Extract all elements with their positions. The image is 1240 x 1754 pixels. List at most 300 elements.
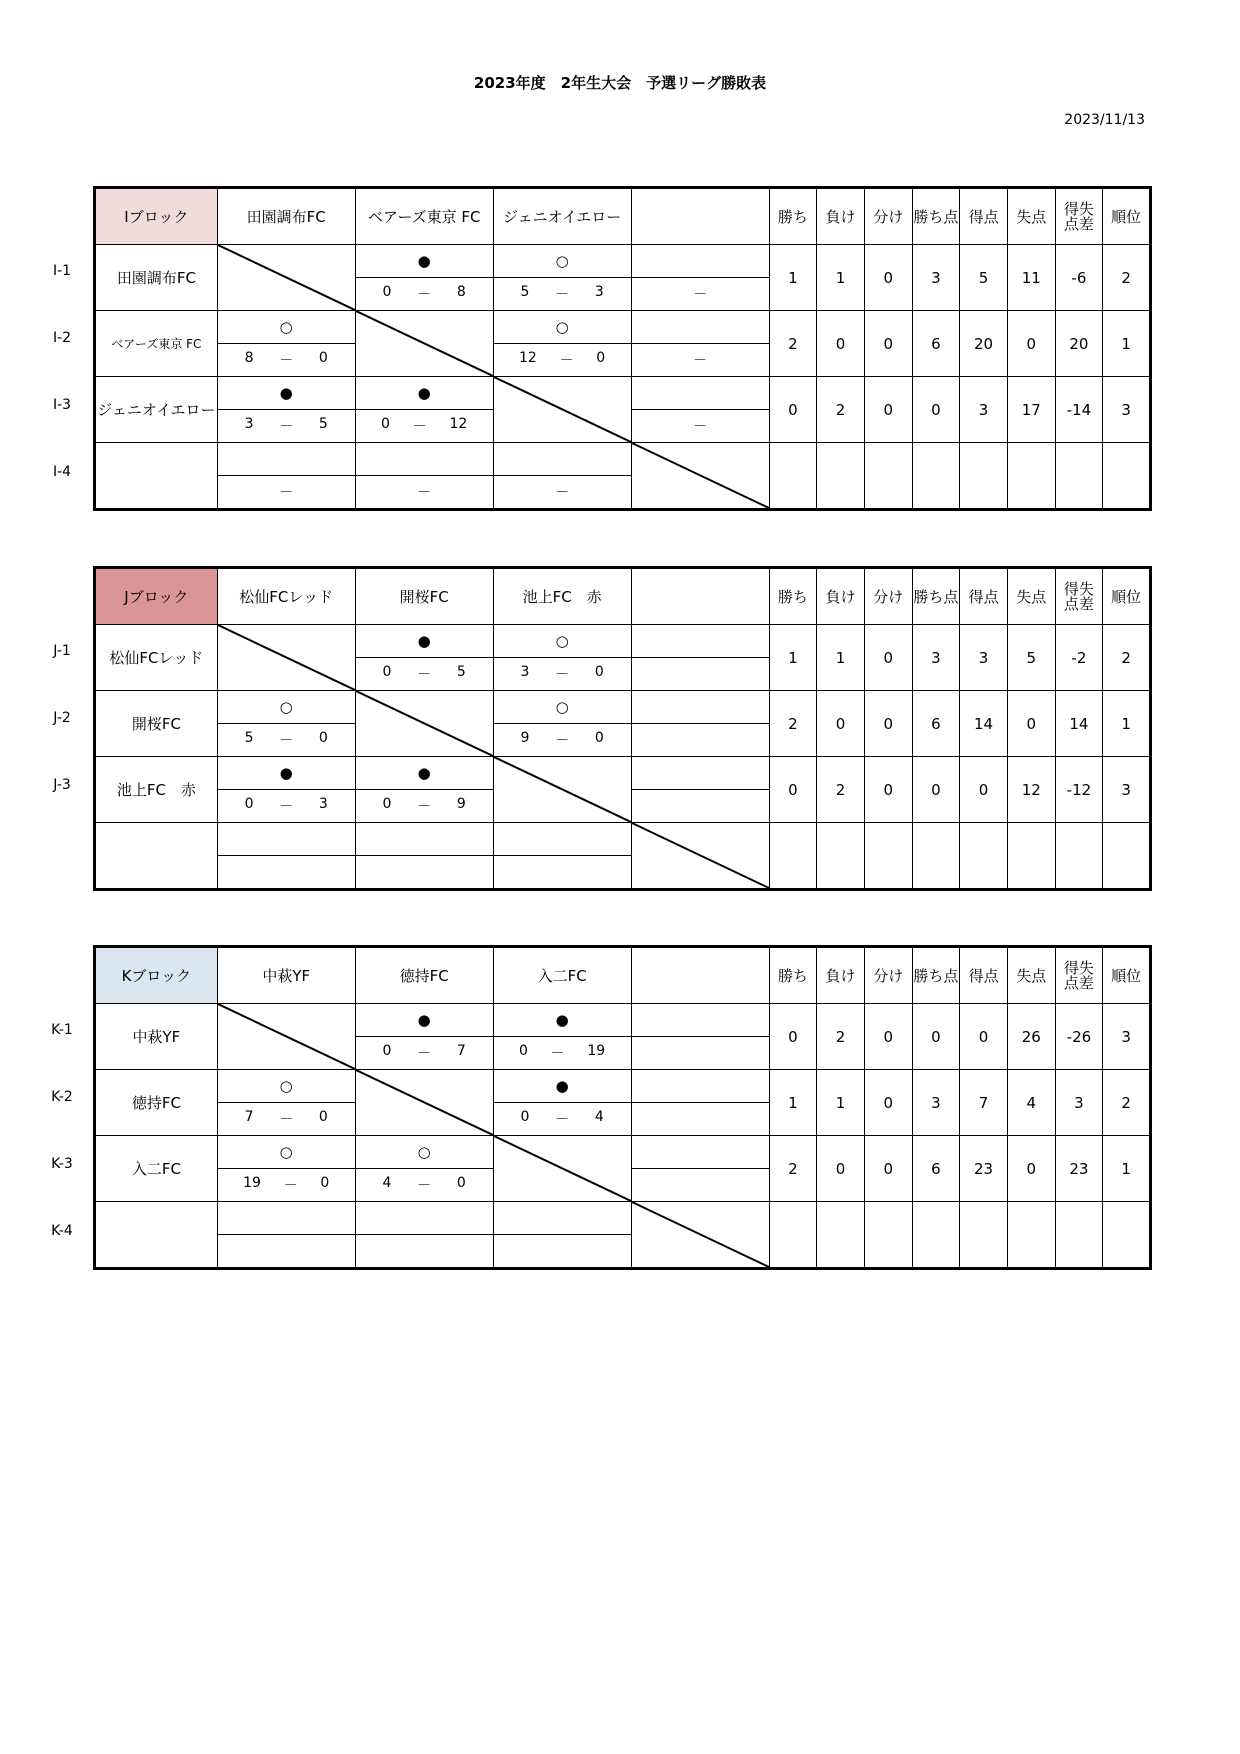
stat-win: 2 — [769, 691, 817, 757]
score-cell — [355, 1169, 493, 1202]
stat-header-draw: 分け — [864, 947, 912, 1004]
score-dash: － — [279, 799, 294, 815]
stat-ga — [1007, 823, 1055, 890]
result-symbol — [631, 1004, 769, 1037]
score-cell — [217, 1235, 355, 1269]
stat-header-draw: 分け — [864, 188, 912, 245]
score-cell — [493, 278, 631, 311]
stat-gd: 3 — [1055, 1070, 1103, 1136]
stat-gf: 23 — [960, 1136, 1008, 1202]
stat-rank: 2 — [1103, 245, 1151, 311]
stat-rank: 3 — [1103, 377, 1151, 443]
result-symbol: ● — [217, 377, 355, 410]
stat-draw: 0 — [864, 1004, 912, 1070]
score-against: 0 — [318, 350, 328, 366]
block-name-header: Kブロック — [95, 947, 218, 1004]
stat-points: 3 — [912, 625, 960, 691]
result-symbol — [493, 443, 631, 476]
column-team-header — [631, 947, 769, 1004]
row-team-name — [95, 1202, 218, 1269]
stat-win: 1 — [769, 625, 817, 691]
diagonal-line — [356, 1070, 493, 1135]
result-symbol — [493, 823, 631, 856]
score-for: 0 — [382, 1043, 392, 1059]
score-line — [494, 284, 631, 304]
score-dash: － — [279, 419, 294, 435]
stat-header-line: 点差 — [1063, 594, 1094, 613]
result-symbol — [355, 443, 493, 476]
score-line — [494, 350, 631, 370]
stat-gf: 7 — [960, 1070, 1008, 1136]
score-cell — [355, 1037, 493, 1070]
score-against: 4 — [594, 1109, 604, 1125]
column-team-header: 開桜FC — [355, 568, 493, 625]
stat-gd — [1055, 823, 1103, 890]
result-symbol: ○ — [217, 691, 355, 724]
score-cell — [217, 1169, 355, 1202]
document-date: 2023/11/13 — [1064, 112, 1145, 128]
result-symbol: ● — [217, 757, 355, 790]
score-against: 3 — [594, 284, 604, 300]
diagonal-line — [494, 1136, 631, 1201]
score-cell — [493, 1037, 631, 1070]
score-line — [356, 416, 493, 436]
stat-header-points: 勝ち点 — [912, 188, 960, 245]
diagonal-line — [494, 757, 631, 822]
result-symbol: ● — [355, 245, 493, 278]
diagonal-line — [218, 245, 355, 310]
score-dash: － — [417, 667, 432, 683]
stat-ga: 0 — [1007, 1136, 1055, 1202]
score-cell — [217, 790, 355, 823]
stat-win: 0 — [769, 377, 817, 443]
stat-draw: 0 — [864, 691, 912, 757]
score-dash: － — [279, 1112, 294, 1128]
league-block — [40, 566, 1160, 896]
score-line — [632, 350, 769, 370]
stat-header-points: 勝ち点 — [912, 947, 960, 1004]
stat-draw: 0 — [864, 377, 912, 443]
score-cell — [631, 724, 769, 757]
score-against: 0 — [594, 730, 604, 746]
stat-rank — [1103, 823, 1151, 890]
row-id-label: K-4 — [51, 1223, 73, 1239]
stat-gf — [960, 823, 1008, 890]
score-against: 0 — [320, 1175, 330, 1191]
score-for: 3 — [244, 416, 254, 432]
stat-header-line: 得失 — [1063, 199, 1094, 218]
league-table — [93, 186, 1152, 511]
score-cell — [217, 724, 355, 757]
score-cell — [493, 658, 631, 691]
result-symbol — [217, 823, 355, 856]
stat-points — [912, 823, 960, 890]
score-line — [494, 1043, 631, 1063]
column-team-header: ジェニオイエロー — [493, 188, 631, 245]
row-id-label: K-3 — [51, 1156, 73, 1172]
score-cell — [217, 476, 355, 510]
column-team-header: 松仙FCレッド — [217, 568, 355, 625]
league-block — [40, 945, 1160, 1275]
block-name-header: Jブロック — [95, 568, 218, 625]
score-for: 0 — [519, 1043, 528, 1059]
result-symbol — [631, 377, 769, 410]
stat-loss: 2 — [817, 1004, 865, 1070]
row-team-name: 松仙FCレッド — [95, 625, 218, 691]
stat-rank: 1 — [1103, 311, 1151, 377]
stat-rank: 2 — [1103, 625, 1151, 691]
score-against: 19 — [587, 1043, 606, 1059]
score-cell — [631, 790, 769, 823]
league-table — [93, 566, 1152, 891]
stat-gf: 0 — [960, 757, 1008, 823]
diagonal-line — [632, 443, 769, 508]
block-name-header: Iブロック — [95, 188, 218, 245]
column-team-header: 入二FC — [493, 947, 631, 1004]
stat-ga — [1007, 1202, 1055, 1269]
score-line — [356, 664, 493, 684]
stat-loss: 2 — [817, 377, 865, 443]
score-cell — [493, 1103, 631, 1136]
score-dash: － — [693, 287, 708, 303]
row-team-name: 開桜FC — [95, 691, 218, 757]
score-against: 7 — [456, 1043, 466, 1059]
score-for: 9 — [520, 730, 530, 746]
stat-gd: 14 — [1055, 691, 1103, 757]
stat-draw — [864, 443, 912, 510]
score-cell — [493, 856, 631, 890]
stat-header-ga: 失点 — [1007, 947, 1055, 1004]
score-cell — [631, 1037, 769, 1070]
score-for: 0 — [381, 416, 390, 432]
score-dash: － — [559, 353, 574, 369]
score-line — [494, 730, 631, 750]
stat-loss: 1 — [817, 245, 865, 311]
stat-ga: 11 — [1007, 245, 1055, 311]
diagonal-line — [356, 691, 493, 756]
stat-win: 2 — [769, 311, 817, 377]
stat-ga: 0 — [1007, 691, 1055, 757]
stat-header-gf: 得点 — [960, 947, 1008, 1004]
column-team-header — [631, 568, 769, 625]
stat-gf: 14 — [960, 691, 1008, 757]
stat-header-goal-difference — [1055, 947, 1103, 1004]
row-id-label: K-1 — [51, 1022, 73, 1038]
stat-loss — [817, 443, 865, 510]
score-against: 9 — [456, 796, 466, 812]
score-cell — [493, 1235, 631, 1269]
score-cell — [631, 1169, 769, 1202]
stat-loss — [817, 1202, 865, 1269]
stat-header-loss: 負け — [817, 188, 865, 245]
result-symbol — [355, 1202, 493, 1235]
score-against: 5 — [456, 664, 466, 680]
diagonal-line — [632, 823, 769, 888]
score-cell — [355, 476, 493, 510]
stat-gd: 20 — [1055, 311, 1103, 377]
stat-draw — [864, 823, 912, 890]
stat-ga: 12 — [1007, 757, 1055, 823]
diagonal-line — [632, 1202, 769, 1267]
result-symbol — [631, 311, 769, 344]
stat-win: 1 — [769, 1070, 817, 1136]
row-id-label: J-2 — [53, 710, 71, 726]
stat-win — [769, 823, 817, 890]
stat-header-rank: 順位 — [1103, 947, 1151, 1004]
score-dash: － — [555, 1112, 570, 1128]
stat-header-loss: 負け — [817, 947, 865, 1004]
score-dash: － — [279, 733, 294, 749]
score-for: 0 — [520, 1109, 530, 1125]
stat-draw: 0 — [864, 245, 912, 311]
score-line — [494, 1109, 631, 1129]
result-symbol — [217, 443, 355, 476]
score-dash: － — [693, 419, 708, 435]
stat-rank: 1 — [1103, 691, 1151, 757]
score-dash: － — [555, 733, 570, 749]
score-for: 0 — [244, 796, 254, 812]
score-line — [494, 664, 631, 684]
stat-points: 6 — [912, 1136, 960, 1202]
stat-header-win: 勝ち — [769, 947, 817, 1004]
score-cell — [355, 1235, 493, 1269]
stat-ga: 0 — [1007, 311, 1055, 377]
stat-gd: -12 — [1055, 757, 1103, 823]
self-match-cell — [493, 757, 631, 823]
stat-draw: 0 — [864, 625, 912, 691]
self-match-cell — [217, 625, 355, 691]
score-for: 0 — [382, 664, 392, 680]
stat-loss — [817, 823, 865, 890]
score-for: 0 — [382, 284, 392, 300]
score-dash: － — [412, 419, 427, 435]
column-team-header: 徳持FC — [355, 947, 493, 1004]
score-line — [632, 284, 769, 304]
score-cell — [493, 476, 631, 510]
result-symbol: ● — [355, 1004, 493, 1037]
score-against: 0 — [596, 350, 606, 366]
result-symbol: ○ — [217, 311, 355, 344]
stat-header-ga: 失点 — [1007, 188, 1055, 245]
stat-header-win: 勝ち — [769, 568, 817, 625]
stat-ga: 5 — [1007, 625, 1055, 691]
result-symbol — [631, 1070, 769, 1103]
stat-win — [769, 1202, 817, 1269]
score-dash: － — [417, 1046, 432, 1062]
score-line — [356, 482, 493, 502]
score-for: 7 — [244, 1109, 254, 1125]
league-block — [40, 186, 1160, 516]
score-against: 0 — [456, 1175, 466, 1191]
result-symbol: ○ — [493, 245, 631, 278]
stat-points: 3 — [912, 1070, 960, 1136]
self-match-cell — [631, 443, 769, 510]
score-against: 3 — [318, 796, 328, 812]
stat-rank: 3 — [1103, 1004, 1151, 1070]
stat-draw: 0 — [864, 757, 912, 823]
result-symbol: ● — [355, 757, 493, 790]
score-line — [218, 350, 355, 370]
score-line — [494, 482, 631, 502]
score-cell — [631, 1103, 769, 1136]
stat-header-draw: 分け — [864, 568, 912, 625]
result-symbol — [631, 757, 769, 790]
score-for: 0 — [382, 796, 392, 812]
row-team-name: 徳持FC — [95, 1070, 218, 1136]
row-team-name: ジェニオイエロー — [95, 377, 218, 443]
stat-loss: 1 — [817, 625, 865, 691]
row-id-label: J-1 — [53, 643, 71, 659]
result-symbol: ● — [493, 1070, 631, 1103]
stat-rank: 3 — [1103, 757, 1151, 823]
self-match-cell — [631, 823, 769, 890]
row-team-name — [95, 823, 218, 890]
score-line — [218, 1175, 355, 1195]
score-line — [356, 284, 493, 304]
result-symbol — [493, 1202, 631, 1235]
diagonal-line — [218, 1004, 355, 1069]
score-line — [356, 1175, 493, 1195]
diagonal-line — [356, 311, 493, 376]
stat-header-goal-difference — [1055, 568, 1103, 625]
stat-header-line: 得失 — [1063, 958, 1094, 977]
score-cell — [217, 410, 355, 443]
row-team-name: 中萩YF — [95, 1004, 218, 1070]
stat-gf: 0 — [960, 1004, 1008, 1070]
stat-draw: 0 — [864, 1070, 912, 1136]
result-symbol — [631, 625, 769, 658]
stat-gd: -6 — [1055, 245, 1103, 311]
stat-header-goal-difference — [1055, 188, 1103, 245]
row-id-label: I-3 — [52, 397, 72, 413]
stat-header-gf: 得点 — [960, 568, 1008, 625]
stat-points: 6 — [912, 691, 960, 757]
score-cell — [631, 410, 769, 443]
score-cell — [631, 658, 769, 691]
score-dash: － — [279, 353, 294, 369]
score-line — [356, 796, 493, 816]
score-line — [218, 482, 355, 502]
stat-win — [769, 443, 817, 510]
stat-points: 6 — [912, 311, 960, 377]
stat-gf: 3 — [960, 625, 1008, 691]
stat-ga: 17 — [1007, 377, 1055, 443]
stat-rank — [1103, 1202, 1151, 1269]
score-dash: － — [417, 1178, 432, 1194]
stat-header-rank: 順位 — [1103, 188, 1151, 245]
result-symbol — [217, 1202, 355, 1235]
score-line — [218, 796, 355, 816]
stat-gd — [1055, 1202, 1103, 1269]
score-for: 19 — [243, 1175, 261, 1191]
row-team-name — [95, 443, 218, 510]
stat-loss: 0 — [817, 311, 865, 377]
result-symbol — [631, 1136, 769, 1169]
row-team-name: 入二FC — [95, 1136, 218, 1202]
row-id-label: K-2 — [51, 1089, 73, 1105]
self-match-cell — [355, 311, 493, 377]
row-id-label: I-1 — [52, 263, 72, 279]
stat-header-line: 点差 — [1063, 973, 1094, 992]
stat-loss: 2 — [817, 757, 865, 823]
stat-ga: 26 — [1007, 1004, 1055, 1070]
stat-header-points: 勝ち点 — [912, 568, 960, 625]
column-team-header: 中萩YF — [217, 947, 355, 1004]
score-line — [356, 1043, 493, 1063]
result-symbol — [355, 823, 493, 856]
score-dash: － — [417, 485, 432, 501]
stat-loss: 1 — [817, 1070, 865, 1136]
score-line — [218, 730, 355, 750]
score-against: 0 — [318, 1109, 328, 1125]
result-symbol: ● — [493, 1004, 631, 1037]
stat-rank: 1 — [1103, 1136, 1151, 1202]
stat-header-line: 得失 — [1063, 579, 1094, 598]
stat-header-loss: 負け — [817, 568, 865, 625]
stat-rank: 2 — [1103, 1070, 1151, 1136]
row-id-label: I-4 — [52, 464, 72, 480]
score-cell — [631, 344, 769, 377]
score-dash: － — [555, 287, 570, 303]
score-for: 3 — [520, 664, 530, 680]
stat-gd: -14 — [1055, 377, 1103, 443]
stat-gd: -2 — [1055, 625, 1103, 691]
page-title: 2023年度 2年生大会 予選リーグ勝敗表 — [473, 74, 767, 92]
stat-gd: -26 — [1055, 1004, 1103, 1070]
self-match-cell — [355, 1070, 493, 1136]
score-against: 0 — [318, 730, 328, 746]
self-match-cell — [355, 691, 493, 757]
result-symbol — [631, 691, 769, 724]
score-line — [218, 1109, 355, 1129]
result-symbol: ○ — [217, 1070, 355, 1103]
score-dash: － — [279, 485, 294, 501]
diagonal-line — [218, 625, 355, 690]
column-team-header: 池上FC 赤 — [493, 568, 631, 625]
stat-draw: 0 — [864, 1136, 912, 1202]
score-dash: － — [283, 1178, 298, 1194]
result-symbol — [631, 245, 769, 278]
score-dash: － — [550, 1046, 565, 1062]
score-dash: － — [555, 667, 570, 683]
score-against: 5 — [318, 416, 328, 432]
score-cell — [217, 344, 355, 377]
stat-win: 2 — [769, 1136, 817, 1202]
score-cell — [217, 1103, 355, 1136]
self-match-cell — [493, 1136, 631, 1202]
score-dash: － — [417, 287, 432, 303]
column-team-header: ベアーズ東京 FC — [355, 188, 493, 245]
score-for: 5 — [244, 730, 254, 746]
stat-ga — [1007, 443, 1055, 510]
score-for: 4 — [382, 1175, 392, 1191]
stat-gd: 23 — [1055, 1136, 1103, 1202]
stat-ga: 4 — [1007, 1070, 1055, 1136]
row-team-name: 池上FC 赤 — [95, 757, 218, 823]
score-for: 5 — [520, 284, 530, 300]
stat-win: 0 — [769, 1004, 817, 1070]
score-cell — [493, 724, 631, 757]
result-symbol: ○ — [493, 691, 631, 724]
stat-win: 1 — [769, 245, 817, 311]
score-against: 8 — [456, 284, 466, 300]
score-dash: － — [417, 799, 432, 815]
score-dash: － — [555, 485, 570, 501]
self-match-cell — [631, 1202, 769, 1269]
stat-win: 0 — [769, 757, 817, 823]
result-symbol: ○ — [355, 1136, 493, 1169]
stat-gf — [960, 1202, 1008, 1269]
